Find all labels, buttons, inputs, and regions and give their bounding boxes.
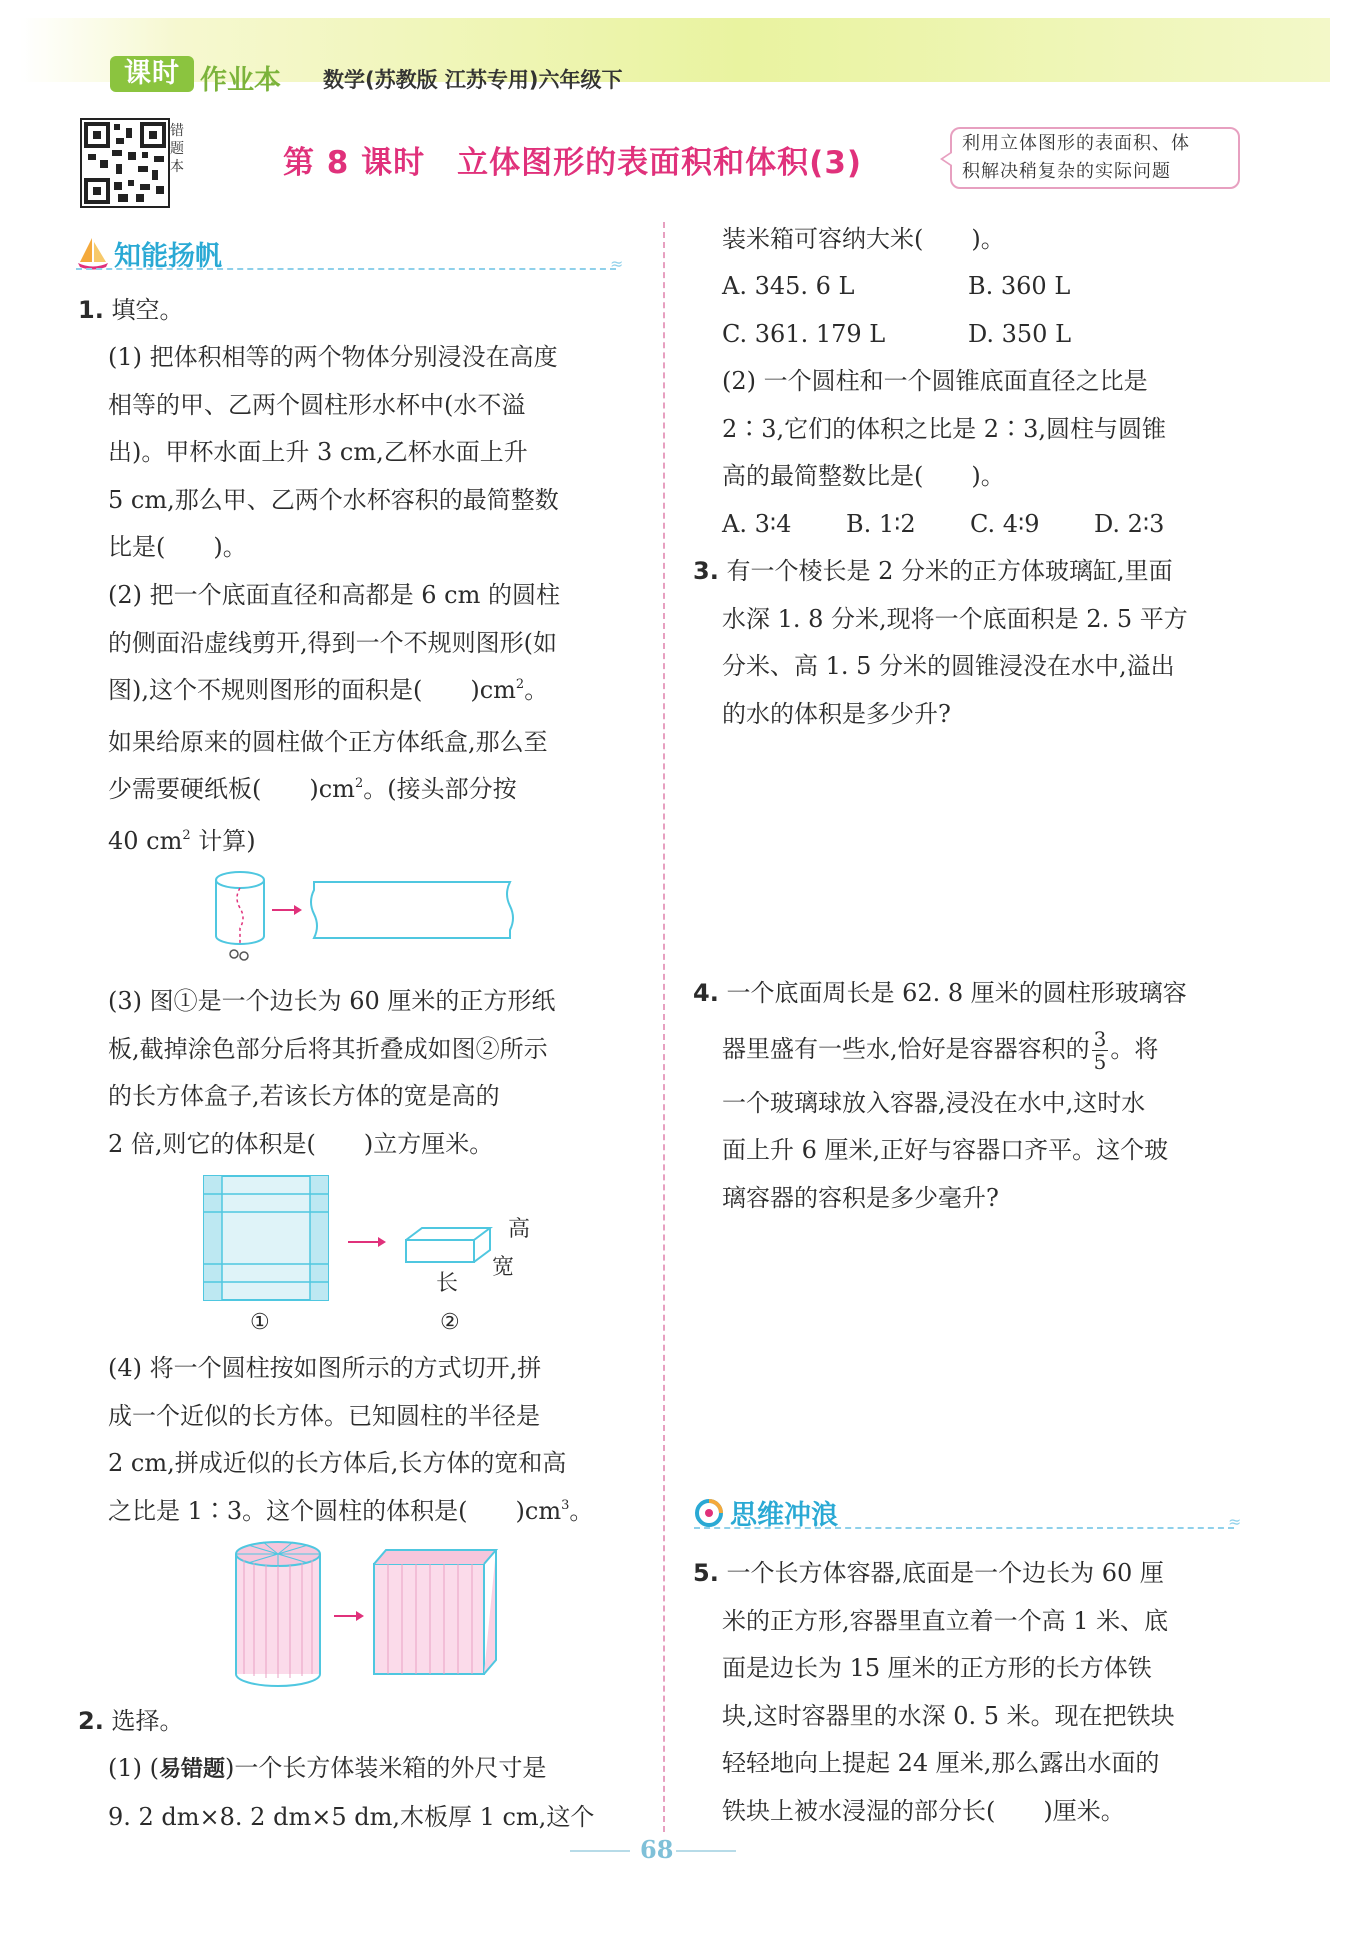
q2-part1-text: (1) (易错题)一个长方体装米箱的外尺寸是 9. 2 dm×8. 2 dm×5 dm,木板厚 1 cm,这个: [108, 1754, 595, 1831]
option-a: A. 3∶4: [722, 509, 792, 538]
option-d: D. 350 L: [968, 319, 1072, 348]
objective-line: 积解决稍复杂的实际问题: [962, 161, 1171, 182]
brand-logo: 课时: [110, 56, 194, 92]
label-wide: 宽: [492, 1255, 515, 1280]
q1-part3-text: (3) 图①是一个边长为 60 厘米的正方形纸 板,截掉涂色部分后将其折叠成如图②所示 的长方体盒子,若该长方体的宽是高的 2 倍,则它的体积是( )立方厘米。: [108, 987, 556, 1158]
section-title-siwei: 思维冲浪: [730, 1500, 838, 1531]
brand-subtitle: 作业本: [200, 65, 281, 96]
lesson-title: 第 8 课时 立体图形的表面积和体积(3): [283, 145, 863, 181]
question-3: 3. 有一个棱长是 2 分米的正方体玻璃缸,里面 水深 1. 8 分米,现将一个底面积是 2. 5 平方 分米、高 1. 5 分米的圆锥浸没在水中,溢出 的水的体积是多少升?: [693, 557, 1188, 728]
column-divider: [663, 222, 665, 1832]
option-b: B. 1∶2: [846, 509, 916, 538]
label-long: 长: [436, 1271, 459, 1296]
q1-part2-text: (2) 把一个底面直径和高都是 6 cm 的圆柱 的侧面沿虚线剪开,得到一个不规则图形(如 图),这个不规则图形的面积是( )$cm^2$。 如果给原来的圆柱做个正方体纸盒,那么至 少需要硬纸板( )$cm^2$。(接头部分按 40 $cm^2$ 计算): [108, 581, 560, 855]
objective-line: 利用立体图形的表面积、体: [962, 133, 1190, 154]
option-d: D. 2∶3: [1094, 509, 1165, 538]
option-c: C. 4∶9: [970, 509, 1040, 538]
error-prone-tag: 易错题: [159, 1757, 226, 1782]
objective-box: [950, 127, 1240, 189]
section-divider: [694, 1527, 1234, 1529]
option-c: C. 361. 179 L: [722, 319, 886, 348]
page-number-rule: [676, 1850, 736, 1852]
option-a: A. 345. 6 L: [722, 272, 855, 300]
q1-part4-text: (4) 将一个圆柱按如图所示的方式切开,拼 成一个近似的长方体。已知圆柱的半径是 2 cm,拼成近似的长方体后,长方体的宽和高 之比是 1∶3。这个圆柱的体积是( )$cm^3$。: [108, 1354, 594, 1525]
qr-code-icon[interactable]: [80, 118, 170, 208]
wave-icon: ≈: [1228, 1512, 1242, 1531]
question-1-heading: 1. 填空。: [78, 296, 184, 324]
book-info: 数学(苏教版 江苏专用)六年级下: [323, 68, 623, 92]
question-5: 5. 一个长方体容器,底面是一个边长为 60 厘 米的正方形,容器里直立着一个高 1 米、底 面是边长为 15 厘米的正方形的长方体铁 块,这时容器里的水深 0. 5 米。现在把铁块 轻轻地向上提起 24 厘米,那么露出水面的 铁块上被水浸湿的部分长( )厘米。: [693, 1559, 1175, 1825]
question-4: 4. 一个底面周长是 62. 8 厘米的圆柱形玻璃容 器里盛有一些水,恰好是容器容积的 $\frac{3}{5}$ 。将 一个玻璃球放入容器,浸没在水中,这时水 面上升 6 厘米,正好与容器口齐平。这个玻 璃容器的容积是多少毫升?: [693, 979, 1187, 1212]
q1-part1-text: (1) 把体积相等的两个物体分别浸没在高度 相等的甲、乙两个圆柱形水杯中(水不溢 出)。甲杯水面上升 3 cm,乙杯水面上升 5 cm,那么甲、乙两个水杯容积的最简整数 比是( )。: [108, 343, 559, 561]
page-number: 68: [640, 1835, 674, 1864]
section-title-zhineng: 知能扬帆: [114, 241, 222, 272]
option-b: B. 360 L: [968, 272, 1071, 300]
q2-part1-continued: 装米箱可容纳大米( )。: [722, 225, 1005, 253]
figure-number-1: ①: [250, 1310, 270, 1335]
q2-part2-text: (2) 一个圆柱和一个圆锥底面直径之比是 2∶3,它们的体积之比是 2∶3,圆柱与圆锥 高的最简整数比是( )。 A. 3∶4 B. 1∶2 C. 4∶9 D. 2∶3: [722, 358, 1166, 548]
section-divider: [76, 268, 616, 270]
q2-part1-options: [722, 263, 1071, 358]
figure-cylinder-to-cuboid: [228, 1540, 518, 1694]
question-2-heading: 2. 选择。: [78, 1707, 184, 1735]
figure-cylinder-cut: [210, 868, 530, 972]
label-high: 高: [508, 1217, 531, 1242]
page-number-rule: [570, 1850, 630, 1852]
figure-paper-box: [198, 1172, 538, 1346]
qr-label: 错题本: [170, 123, 184, 175]
fraction: $\frac{3}{5}$: [1093, 1026, 1107, 1074]
wave-icon: ≈: [610, 254, 624, 273]
figure-number-2: ②: [440, 1310, 460, 1335]
